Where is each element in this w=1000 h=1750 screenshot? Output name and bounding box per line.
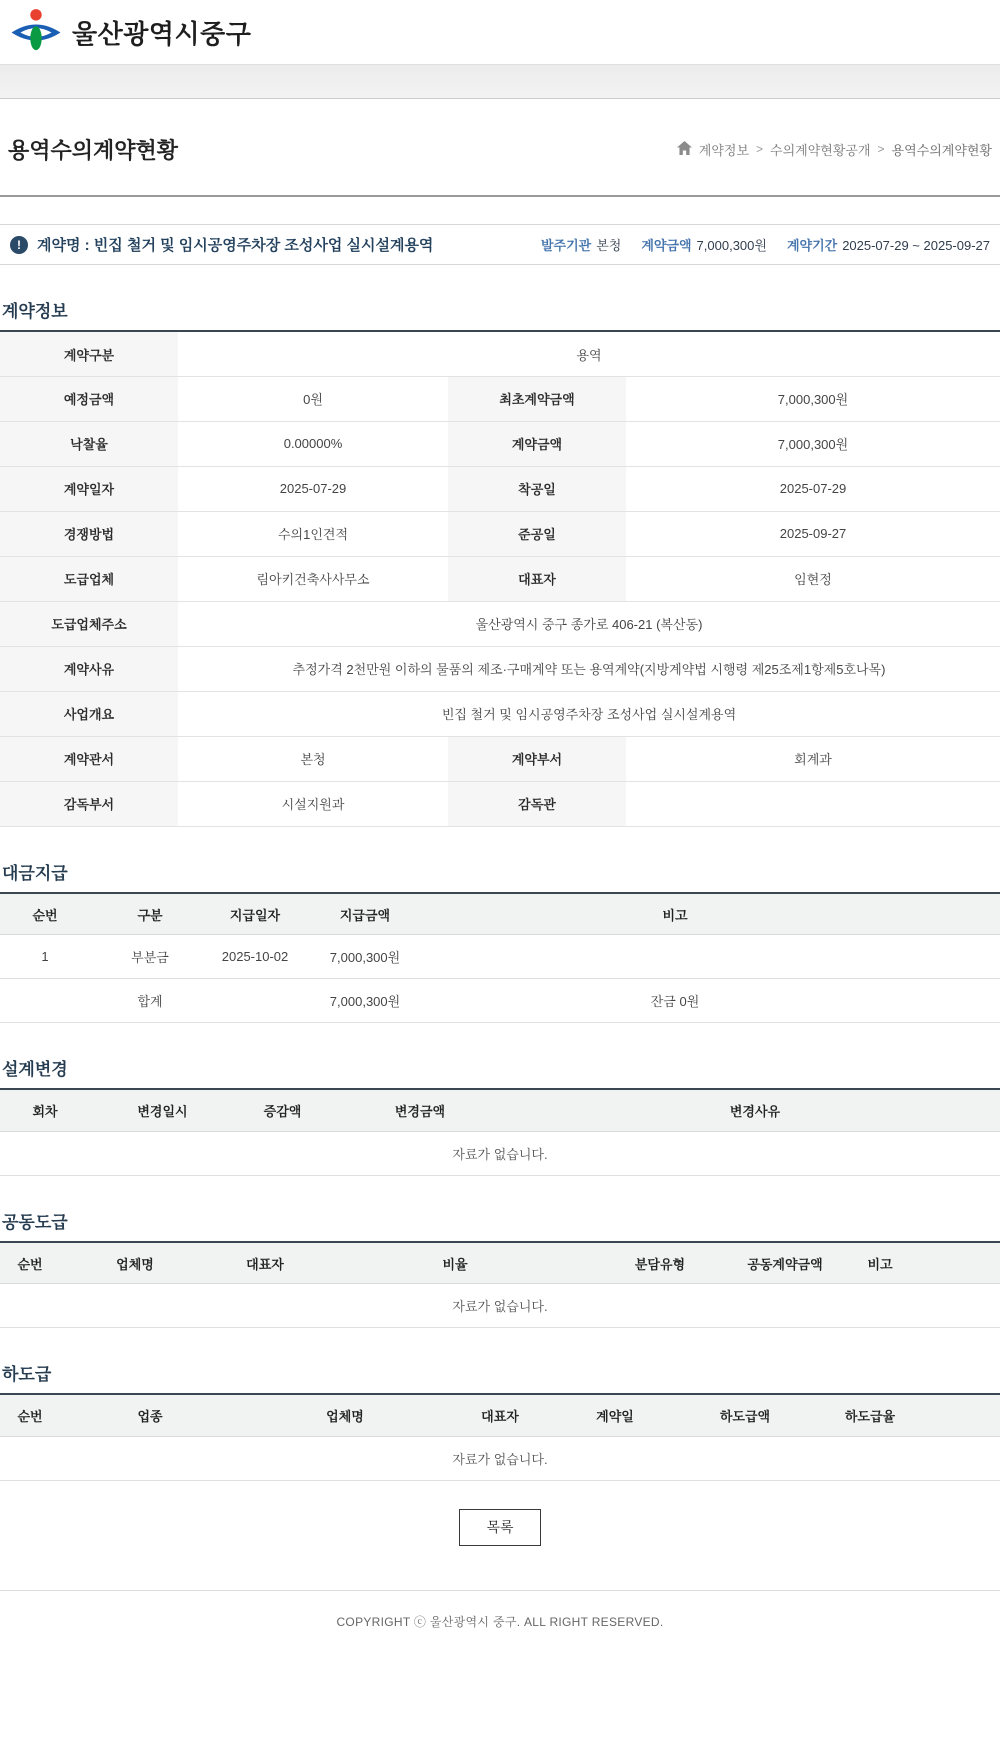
column-header: 분담유형	[590, 1242, 730, 1284]
global-nav-band	[0, 64, 1000, 99]
table-row	[0, 601, 1000, 646]
column-header: 변경금액	[330, 1089, 510, 1131]
column-header: 지급금액	[300, 893, 430, 935]
table-header-row	[0, 1242, 1000, 1284]
list-button[interactable]: 목록	[459, 1509, 541, 1546]
column-filler	[930, 1394, 1000, 1436]
info-label: 착공일	[448, 466, 626, 511]
breadcrumb-separator: >	[756, 142, 764, 157]
table-header-row	[0, 1394, 1000, 1436]
info-value: 7,000,300원	[626, 421, 1000, 466]
summary-field-value: 본청	[596, 238, 622, 254]
site-header	[0, 0, 1000, 64]
payment-cell-amount: 7,000,300원	[300, 935, 430, 979]
info-value	[626, 781, 1000, 826]
payment-cell-date: 2025-10-02	[210, 935, 300, 979]
info-value: 시설지원과	[178, 781, 448, 826]
column-header: 변경사유	[510, 1089, 1000, 1131]
column-filler	[920, 1242, 1000, 1284]
info-value: 울산광역시 중구 종가로 406-21 (복산동)	[178, 601, 1000, 646]
copyright-text: COPYRIGHT ⓒ 울산광역시 중구. ALL RIGHT RESERVED.	[336, 1615, 664, 1629]
breadcrumb	[677, 140, 992, 159]
empty-message: 자료가 없습니다.	[0, 1284, 1000, 1328]
summary-field-value: 2025-07-29 ~ 2025-09-27	[842, 238, 990, 254]
payment-table	[0, 892, 1000, 1024]
design-change-table	[0, 1088, 1000, 1176]
section-title-contract-info: 계약정보	[2, 302, 68, 322]
info-label: 계약금액	[448, 421, 626, 466]
contract-summary-bar	[0, 224, 1000, 265]
info-value: 임현정	[626, 556, 1000, 601]
empty-message: 자료가 없습니다.	[0, 1436, 1000, 1480]
subcontract-table	[0, 1393, 1000, 1481]
cell-filler	[920, 935, 1000, 979]
empty-message: 자료가 없습니다.	[0, 1131, 1000, 1175]
table-empty-row	[0, 1131, 1000, 1175]
title-bar	[0, 99, 1000, 197]
site-footer	[0, 1590, 1000, 1750]
page-title: 용역수의계약현황	[8, 137, 179, 163]
summary-field-agency	[541, 235, 621, 254]
info-label: 계약관서	[0, 736, 178, 781]
table-row	[0, 736, 1000, 781]
info-label: 계약사유	[0, 646, 178, 691]
table-header-row	[0, 1089, 1000, 1131]
column-header: 비고	[840, 1242, 920, 1284]
info-value: 2025-09-27	[626, 511, 1000, 556]
column-header: 변경일시	[90, 1089, 235, 1131]
info-value: 빈집 철거 및 임시공영주차장 조성사업 실시설계용역	[178, 691, 1000, 736]
info-label: 준공일	[448, 511, 626, 556]
exclamation-icon: !	[10, 236, 28, 254]
payment-total-amount: 7,000,300원	[300, 979, 430, 1023]
info-label: 도급업체	[0, 556, 178, 601]
joint-contract-table	[0, 1241, 1000, 1329]
info-value: 0원	[178, 376, 448, 421]
info-label: 사업개요	[0, 691, 178, 736]
payment-total-note: 잔금 0원	[430, 979, 920, 1023]
summary-field-amount	[641, 235, 767, 254]
button-area	[0, 1509, 1000, 1546]
payment-cell-note	[430, 935, 920, 979]
column-filler	[920, 893, 1000, 935]
breadcrumb-separator: >	[877, 142, 885, 157]
info-value: 7,000,300원	[626, 376, 1000, 421]
info-label: 계약일자	[0, 466, 178, 511]
table-row	[0, 376, 1000, 421]
info-value: 림아키건축사사무소	[178, 556, 448, 601]
table-row	[0, 511, 1000, 556]
info-value: 추정가격 2천만원 이하의 물품의 제조·구매계약 또는 용역계약(지방계약법 시행령 제25조제1항제5호나목)	[178, 646, 1000, 691]
cell-filler	[0, 979, 90, 1023]
summary-fields	[541, 235, 990, 254]
column-header: 업체명	[60, 1242, 210, 1284]
info-value: 본청	[178, 736, 448, 781]
home-icon[interactable]	[677, 141, 692, 155]
table-header-row	[0, 893, 1000, 935]
column-header: 순번	[0, 1394, 60, 1436]
info-label: 계약부서	[448, 736, 626, 781]
info-value: 용역	[178, 331, 1000, 376]
contract-info-table	[0, 330, 1000, 827]
info-value: 수의1인견적	[178, 511, 448, 556]
section-title-payment: 대금지급	[2, 863, 68, 883]
summary-field-label: 계약기간	[786, 238, 838, 254]
column-header: 하도급액	[680, 1394, 810, 1436]
info-value: 2025-07-29	[626, 466, 1000, 511]
column-header: 회차	[0, 1089, 90, 1131]
table-row	[0, 556, 1000, 601]
column-header: 비고	[430, 893, 920, 935]
column-header: 계약일	[550, 1394, 680, 1436]
cell-filler	[210, 979, 300, 1023]
table-row	[0, 935, 1000, 979]
table-row	[0, 646, 1000, 691]
summary-field-label: 계약금액	[641, 238, 692, 254]
info-label: 계약구분	[0, 331, 178, 376]
info-label: 도급업체주소	[0, 601, 178, 646]
info-value: 0.00000%	[178, 421, 448, 466]
info-label: 예정금액	[0, 376, 178, 421]
table-empty-row	[0, 1436, 1000, 1480]
info-value: 회계과	[626, 736, 1000, 781]
section-title-subcontract: 하도급	[2, 1365, 52, 1385]
table-empty-row	[0, 1284, 1000, 1328]
breadcrumb-item-2[interactable]: 수의계약현황공개	[770, 142, 871, 158]
column-header: 대표자	[450, 1394, 550, 1436]
column-header: 순번	[0, 1242, 60, 1284]
column-header: 구분	[90, 893, 210, 935]
section-title-design-change: 설계변경	[2, 1060, 68, 1080]
section-title-joint-contract: 공동도급	[2, 1212, 68, 1232]
breadcrumb-item-1[interactable]: 계약정보	[698, 142, 750, 158]
table-total-row	[0, 979, 1000, 1023]
payment-cell-seq: 1	[0, 935, 90, 979]
table-row	[0, 331, 1000, 376]
column-header: 비율	[320, 1242, 590, 1284]
column-header: 증감액	[235, 1089, 330, 1131]
table-row	[0, 781, 1000, 826]
info-value: 2025-07-29	[178, 466, 448, 511]
site-logo[interactable]	[10, 7, 251, 57]
payment-total-label: 합계	[90, 979, 210, 1023]
contract-name-text: 계약명 : 빈집 철거 및 임시공영주차장 조성사업 실시설계용역	[37, 237, 434, 255]
summary-field-label: 발주기관	[540, 238, 592, 254]
column-header: 지급일자	[210, 893, 300, 935]
table-row	[0, 691, 1000, 736]
column-header: 업종	[60, 1394, 240, 1436]
info-label: 대표자	[448, 556, 626, 601]
table-row	[0, 421, 1000, 466]
contract-name	[10, 234, 433, 255]
table-row	[0, 466, 1000, 511]
info-label: 감독관	[448, 781, 626, 826]
cell-filler	[920, 979, 1000, 1023]
logo-text: 울산광역시중구	[72, 18, 252, 49]
summary-field-value: 7,000,300원	[696, 238, 767, 254]
breadcrumb-item-current: 용역수의계약현황	[891, 142, 992, 158]
column-header: 하도급율	[810, 1394, 930, 1436]
column-header: 공동계약금액	[730, 1242, 840, 1284]
info-label: 감독부서	[0, 781, 178, 826]
column-header: 순번	[0, 893, 90, 935]
info-label: 경쟁방법	[0, 511, 178, 556]
info-label: 낙찰율	[0, 421, 178, 466]
payment-cell-type: 부분금	[90, 935, 210, 979]
column-header: 대표자	[210, 1242, 320, 1284]
summary-field-period	[787, 235, 990, 254]
city-emblem-icon	[10, 7, 62, 57]
info-label: 최초계약금액	[448, 376, 626, 421]
column-header: 업체명	[240, 1394, 450, 1436]
